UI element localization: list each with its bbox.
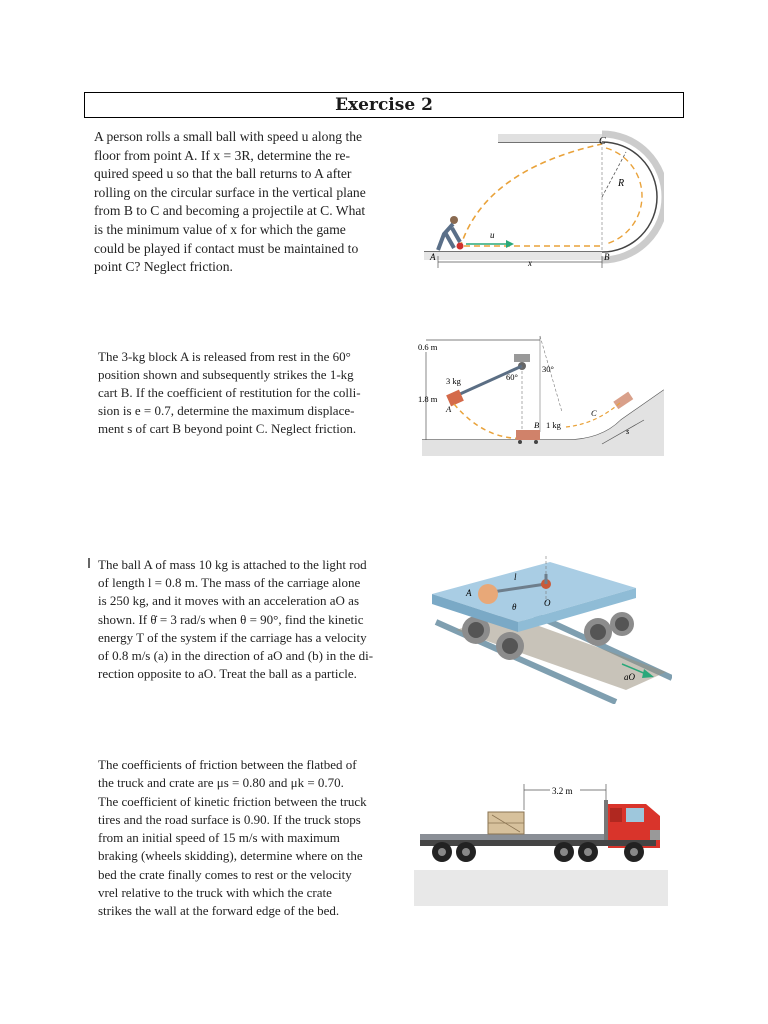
- label-0-6m: 0.6 m: [418, 342, 438, 352]
- text-line: from B to C and becoming a projectile at C. What: [94, 203, 366, 219]
- label-u: u: [490, 230, 495, 240]
- label-3kg: 3 kg: [446, 376, 461, 386]
- text-line: cart B. If the coefficient of restitution for the colli-: [98, 385, 361, 400]
- text-line: braking (wheels skidding), determine where on the: [98, 848, 363, 864]
- text-line: tires and the road surface is 0.90. If the truck stops: [98, 811, 361, 827]
- text-line: the truck and crate are μs = 0.80 and μk = 0.70.: [98, 775, 344, 791]
- text-line: rection opposite to aO. Treat the ball as a particle.: [98, 666, 357, 682]
- label-b: B: [534, 420, 540, 430]
- problem-1-text: [94, 128, 406, 277]
- label-accel: aO: [624, 672, 635, 682]
- label-o: O: [544, 598, 551, 608]
- label-3-2m: 3.2 m: [552, 786, 573, 796]
- text-line: point C? Neglect friction.: [94, 259, 233, 275]
- text-line: The coefficient of kinetic friction between the truck: [98, 793, 367, 809]
- label-1kg: 1 kg: [546, 420, 561, 430]
- text-line: The 3-kg block A is released from rest in the 60°: [98, 349, 351, 364]
- label-30deg: 30°: [542, 364, 554, 374]
- text-line: energy T of the system if the carriage has a velocity: [98, 629, 367, 645]
- text-line: floor from point A. If x = 3R, determine the re-: [94, 147, 351, 163]
- text-line: position shown and subsequently strikes the 1-kg: [98, 367, 354, 382]
- text-line: is 250 kg, and it moves with an acceleration aO as: [98, 593, 360, 609]
- text-line: The ball A of mass 10 kg is attached to the light rod: [98, 557, 367, 572]
- loop-track-figure: [424, 130, 664, 270]
- exercise-title: Exercise 2: [84, 92, 684, 118]
- label-a: A: [466, 588, 472, 598]
- text-line: bed the crate finally comes to rest or the velocity: [98, 866, 352, 882]
- problem-2-text: [98, 348, 394, 438]
- problem-3-text: [98, 556, 394, 683]
- text-line: strikes the wall at the forward edge of the bed.: [98, 903, 340, 919]
- text-line: could be played if contact must be maintained to: [94, 240, 359, 256]
- text-line: is the minimum value of x for which the game: [94, 221, 346, 237]
- label-a: A: [430, 252, 436, 262]
- label-60deg: 60°: [506, 372, 518, 382]
- label-a: A: [446, 404, 452, 414]
- text-line: sion is e = 0.7, determine the maximum displace-: [98, 403, 355, 418]
- text-line: quired speed u so that the ball returns to A after: [94, 166, 352, 182]
- label-1-8m: 1.8 m: [418, 394, 438, 404]
- text-line: vrel relative to the truck with which the crate: [98, 885, 332, 901]
- text-line: rolling on the circular surface in the vertical plane: [94, 184, 366, 200]
- text-line: The coefficients of friction between the flatbed of: [98, 757, 357, 772]
- text-line: from an initial speed of 15 m/s with maximum: [98, 830, 340, 846]
- problem-4-text: [98, 756, 392, 921]
- text-line: ment s of cart B beyond point C. Neglect friction.: [98, 421, 357, 436]
- label-c: C: [599, 136, 606, 147]
- flatbed-truck-figure: [414, 770, 668, 906]
- carriage-figure: [426, 540, 672, 704]
- label-s: s: [626, 426, 630, 436]
- label-l: l: [514, 572, 517, 582]
- text-line: of length l = 0.8 m. The mass of the carriage alone: [98, 575, 361, 591]
- label-b: B: [604, 252, 610, 262]
- label-r: R: [618, 178, 625, 189]
- text-line: of 0.8 m/s (a) in the direction of aO and (b) in the di-: [98, 648, 374, 664]
- label-theta: θ: [512, 602, 517, 612]
- text-line: shown. If θ̇ = 3 rad/s when θ = 90°, find the kinetic: [98, 611, 364, 627]
- margin-mark: [88, 558, 90, 568]
- label-x: x: [528, 258, 532, 268]
- label-c: C: [591, 408, 597, 418]
- text-line: A person rolls a small ball with speed u along the: [94, 129, 363, 144]
- pendulum-cart-figure: [416, 332, 664, 456]
